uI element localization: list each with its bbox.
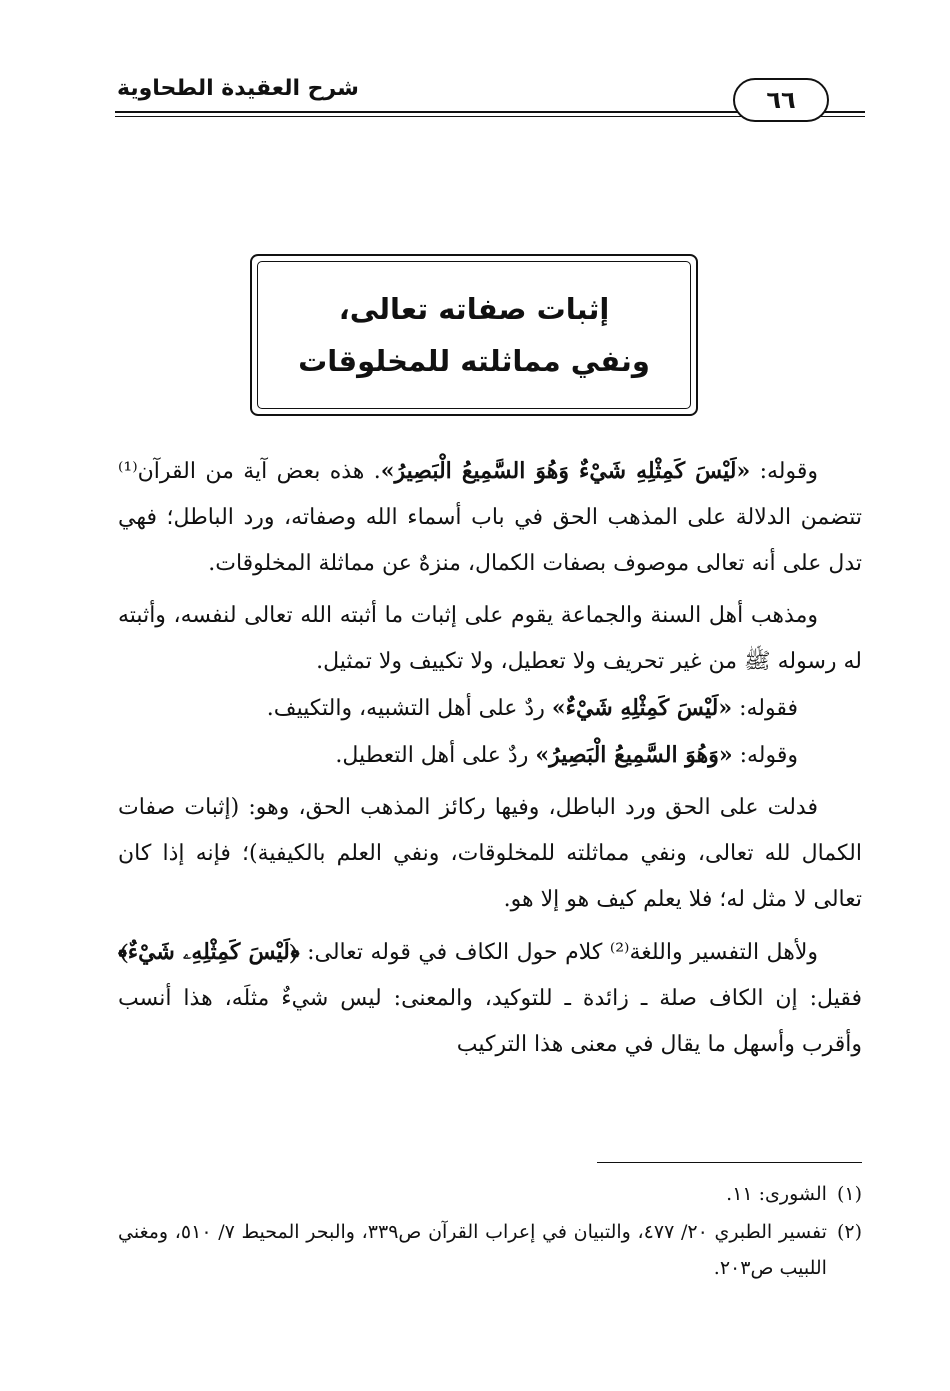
body-text — [118, 448, 862, 1068]
paragraph-lead: وقوله: — [750, 459, 818, 484]
paragraph-2: ومذهب أهل السنة والجماعة يقوم على إثبات ما أثبته الله تعالى لنفسه، وأثبته له رسوله ﷺ من غير تحريف ولا تعطيل، ولا تكييف ولا تمثيل. — [118, 603, 862, 674]
quran-verse: ﴿لَيْسَ كَمِثْلِهِۦ شَيْءٌ﴾ — [118, 939, 300, 965]
footnote-text: الشورى: ١١. — [726, 1183, 827, 1205]
paragraph-4 — [118, 732, 862, 779]
quran-verse: «لَيْسَ كَمِثْلِهِ شَيْءٌ وَهُوَ السَّمِيعُ الْبَصِيرُ» — [380, 458, 751, 484]
footnote-1 — [118, 1176, 862, 1212]
section-title-frame — [250, 254, 698, 416]
paragraph-text: . هذه بعض آية من القرآن⁽¹⁾ تتضمن الدلالة على المذهب الحق في باب أسماء الله وصفاته، ورد الباطل؛ فهي تدل على أنه تعالى موصوف بصفات الكمال، منزهٌ عن مماثلة المخلوقات. — [118, 459, 862, 576]
section-title — [257, 261, 691, 409]
footnotes — [118, 1176, 862, 1286]
section-title-line-1: إثبات صفاته تعالى، — [338, 292, 610, 326]
section-title-line-2: ونفي مماثلته للمخلوقات — [298, 344, 650, 378]
paragraph-3 — [118, 685, 862, 732]
paragraph-6 — [118, 929, 862, 1068]
quran-verse: «وَهُوَ السَّمِيعُ الْبَصِيرُ» — [535, 742, 733, 768]
footnote-separator — [597, 1162, 862, 1163]
book-title: شرح العقيدة الطحاوية — [115, 76, 367, 101]
paragraph-lead: ولأهل التفسير واللغة⁽²⁾ كلام حول الكاف في قوله تعالى: — [299, 940, 818, 965]
footnote-2 — [118, 1214, 862, 1286]
paragraph-1 — [118, 448, 862, 587]
paragraph-5: فدلت على الحق ورد الباطل، وفيها ركائز المذهب الحق، وهو: (إثبات صفات الكمال لله تعالى، ونفي مماثلته للمخلوقات، ونفي العلم بالكيفية)؛ فإنه إذا كان تعالى لا مثل له؛ فلا يعلم كيف هو إلا هو. — [118, 795, 862, 912]
paragraph-text: ردٌ على أهل التعطيل. — [335, 743, 536, 768]
paragraph-lead: وقوله: — [732, 743, 798, 768]
running-header — [115, 70, 865, 130]
page-number: ٦٦ — [733, 78, 829, 122]
paragraph-text: فقيل: إن الكاف صلة ـ زائدة ـ للتوكيد، والمعنى: ليس شيءٌ مثلَه، هذا أنسب وأقرب وأسهل ما يقال في معنى هذا التركيب — [118, 986, 862, 1057]
quran-verse: «لَيْسَ كَمِثْلِهِ شَيْءٌ» — [551, 695, 733, 721]
paragraph-lead: فقوله: — [732, 696, 798, 721]
paragraph-text: ردٌ على أهل التشبيه، والتكييف. — [266, 696, 552, 721]
footnote-text: تفسير الطبري ٢٠/ ٤٧٧، والتبيان في إعراب القرآن ص٣٣٩، والبحر المحيط ٧/ ٥١٠، ومغني اللبيب ص٢٠٣. — [118, 1221, 827, 1279]
footnote-number: (٢) — [836, 1221, 862, 1243]
footnote-number: (١) — [836, 1183, 862, 1205]
